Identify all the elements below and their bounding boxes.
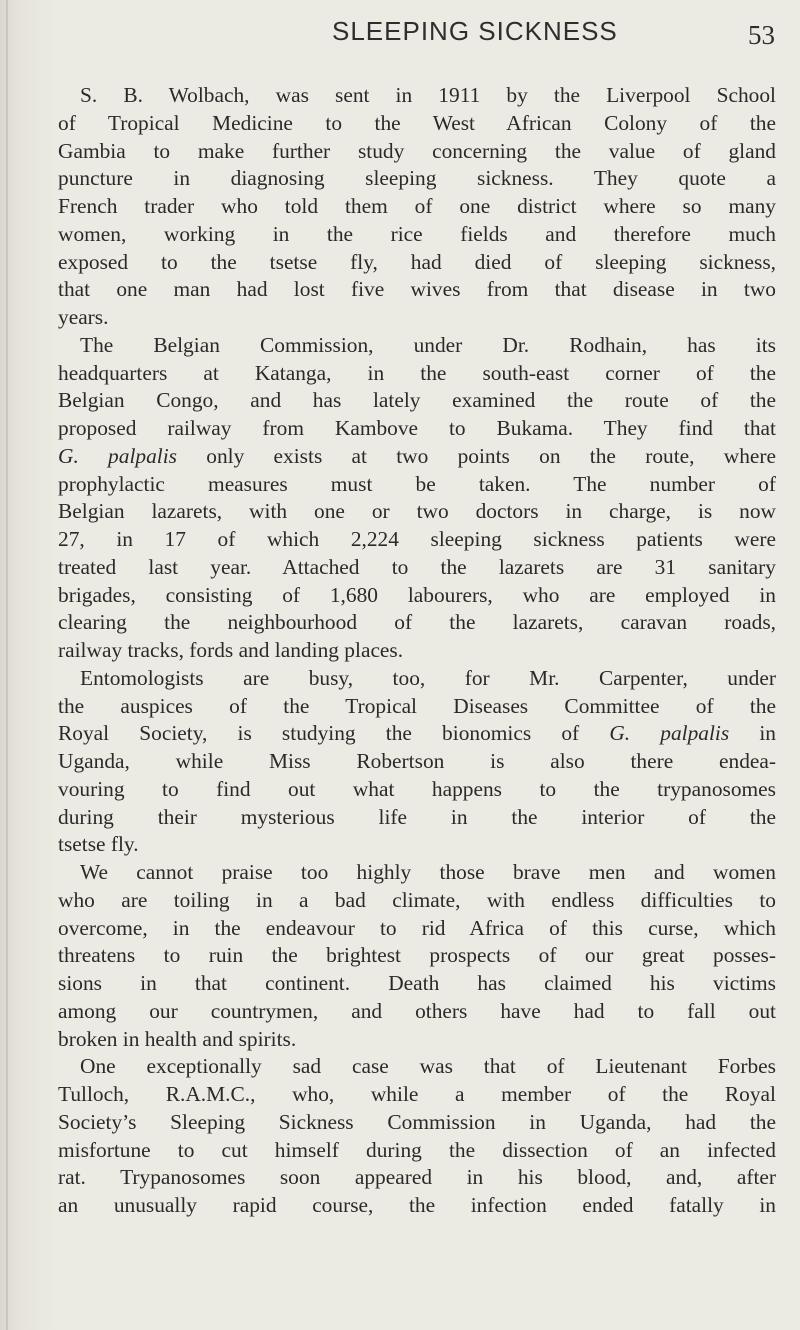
text-line: S. B. Wolbach, was sent in 1911 by the Liverpool School — [80, 83, 776, 107]
text-line: broken in health and spirits. — [58, 1026, 297, 1051]
text-line: years. — [58, 305, 109, 329]
text-line: among our countrymen, and others have had to fall out — [58, 998, 776, 1023]
text-line: proposed railway from Kambove to Bukama. They find that — [58, 416, 776, 440]
text-line: Gambia to make further study concerning the value of gland — [58, 138, 776, 163]
text-line: Belgian Congo, and has lately examined the route of the — [58, 388, 776, 413]
text-line: tsetse fly. — [58, 832, 139, 857]
text-line: We cannot praise too highly those brave men and women — [80, 860, 776, 884]
text-line: exposed to the tsetse fly, had died of sleeping sickness, — [58, 249, 776, 274]
text-line: rat. Trypanosomes soon appeared in his blood, and, after — [58, 1165, 776, 1190]
body-text — [58, 82, 776, 1220]
text-line: The Belgian Commission, under Dr. Rodhain, has its — [80, 332, 776, 357]
text-line: Uganda, while Miss Robertson is also there endea- — [58, 749, 776, 773]
text-line: of Tropical Medicine to the West African Colony of the — [58, 110, 776, 135]
text-line: overcome, in the endeavour to rid Africa of this curse, which — [58, 915, 776, 940]
text-line: who are toiling in a bad climate, with endless difficulties to — [58, 887, 776, 912]
text-line: railway tracks, fords and landing places. — [58, 638, 404, 662]
text-line: Belgian lazarets, with one or two doctors in charge, is now — [58, 499, 776, 524]
text-line: threatens to ruin the brightest prospects of our great posses- — [58, 943, 776, 968]
text-line: French trader who told them of one district where so many — [58, 194, 776, 218]
text-line: vouring to find out what happens to the trypanosomes — [58, 776, 776, 801]
text-line: One exceptionally sad case was that of Lieutenant Forbes — [80, 1054, 776, 1079]
text-line: clearing the neighbourhood of the lazarets, caravan roads, — [58, 610, 776, 635]
text-line: brigades, consisting of 1,680 labourers, who are employed in — [58, 582, 776, 607]
running-title: SLEEPING SICKNESS — [332, 16, 618, 46]
text-line: Entomologists are busy, too, for Mr. Carpenter, under — [80, 665, 776, 690]
text-line: treated last year. Attached to the lazarets are 31 sanitary — [58, 554, 776, 579]
text-line: G. palpalis only exists at two points on the route, where — [58, 443, 776, 468]
text-line: Royal Society, is studying the bionomics of G. palpalis in — [58, 721, 776, 746]
text-line: women, working in the rice fields and therefore much — [58, 221, 776, 246]
text-line: 27, in 17 of which 2,224 sleeping sickness patients were — [58, 527, 776, 551]
text-line: an unusually rapid course, the infection ended fatally in — [58, 1193, 776, 1217]
text-line: during their mysterious life in the interior of the — [58, 804, 776, 829]
text-line: sions in that continent. Death has claimed his victims — [58, 971, 776, 995]
text-line: puncture in diagnosing sleeping sickness. They quote a — [58, 166, 776, 191]
text-line: Society’s Sleeping Sickness Commission in Uganda, had the — [58, 1109, 776, 1134]
page-number: 53 — [748, 20, 775, 50]
text-line: that one man had lost five wives from that disease in two — [58, 277, 776, 302]
text-line: misfortune to cut himself during the dissection of an infected — [58, 1137, 776, 1162]
page-gutter-shadow — [6, 0, 8, 1330]
text-line: Tulloch, R.A.M.C., who, while a member of the Royal — [58, 1082, 776, 1106]
text-line: prophylactic measures must be taken. The number of — [58, 471, 776, 496]
text-line: the auspices of the Tropical Diseases Committee of the — [58, 693, 776, 718]
text-line: headquarters at Katanga, in the south-east corner of the — [58, 360, 776, 385]
running-header — [0, 12, 800, 52]
